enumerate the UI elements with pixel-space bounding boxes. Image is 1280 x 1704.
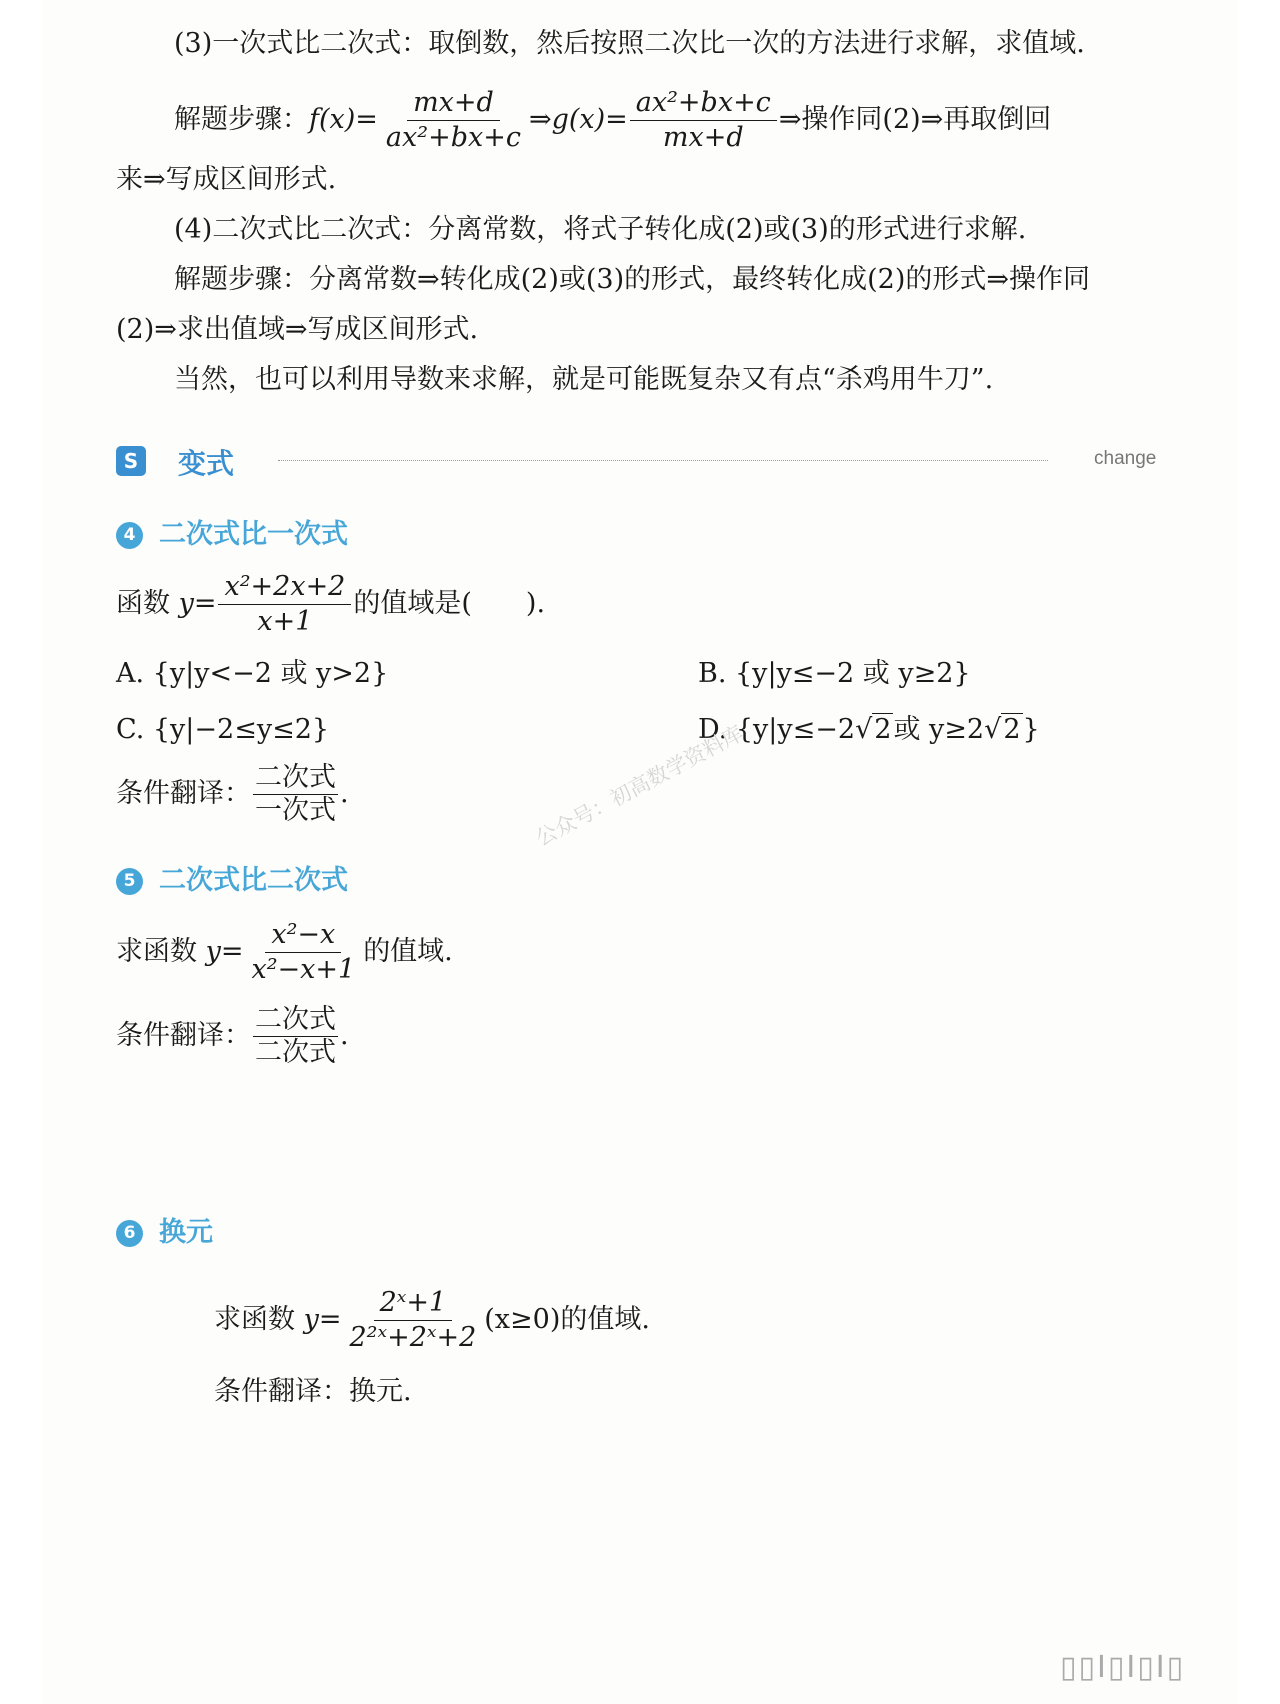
section-divider (278, 460, 1048, 461)
method-3-steps-cont: 来⇒写成区间形式. (116, 164, 337, 195)
number-4-icon: 4 (116, 522, 143, 549)
problem-4-condition: 条件翻译： $\frac{\text{二次式}}{\text{一次式}}$ . (116, 762, 349, 826)
watermark: 公众号：初高数学资料库 (531, 721, 748, 851)
option-d[interactable]: D. {y|y≤−2√2或 y≥2√2} (698, 714, 1040, 745)
problem-5-condition: 条件翻译： $\frac{\text{二次式}}{\text{二次式}}$ . (116, 1004, 349, 1068)
method-3-line: (3)一次式比二次式：取倒数，然后按照二次比一次的方法进行求解，求值域. (174, 28, 1085, 59)
problem-6-question: 求函数 y= $\frac{\text{2ˣ+1}}{\text{2²ˣ+2ˣ+2}}$ (x≥0)的值域. (214, 1287, 650, 1353)
condition-fraction: $\frac{\text{二次式}}{\text{一次式}}$ (255, 762, 336, 826)
derivative-note: 当然，也可以利用导数来求解，就是可能既复杂又有点“杀鸡用牛刀”. (174, 364, 994, 395)
option-c[interactable]: C. {y|−2≤y≤2} (116, 714, 330, 745)
number-6-icon: 6 (116, 1220, 143, 1247)
section-title: 变式 (178, 447, 235, 480)
g-fraction: $\frac{\text{ax²+bx+c}}{mx+d}$ (630, 86, 777, 155)
problem-4-fraction: $\frac{\text{x²+2x+2}}{x+1}$ (218, 570, 351, 639)
corner-logo: ▯▯I▯I▯I▯ (1060, 1650, 1186, 1685)
sqrt-icon: √ (984, 714, 1002, 745)
problem-6-fraction: $\frac{\text{2ˣ+1}}{\text{2²ˣ+2ˣ+2}}$ (349, 1287, 477, 1353)
problem-6-heading: 6 换元 (116, 1210, 213, 1249)
option-b[interactable]: B. {y|y≤−2 或 y≥2} (698, 658, 971, 689)
method-4-steps: 解题步骤：分离常数⇒转化成(2)或(3)的形式，最终转化成(2)的形式⇒操作同 (174, 264, 1090, 295)
document-page (42, 0, 1238, 1704)
problem-4-question: 函数 y= $\frac{\text{x²+2x+2}}{x+1}$ 的值域是( ). (116, 571, 546, 637)
problem-4-heading: 4 二次式比一次式 (116, 512, 348, 551)
problem-5-heading: 5 二次式比二次式 (116, 858, 348, 897)
section-english-label: change (1094, 448, 1157, 469)
condition-fraction: $\frac{\text{二次式}}{\text{二次式}}$ (255, 1004, 336, 1068)
problem-5-question: 求函数 y= $\frac{\text{x²−x}}{\text{x²−x+1}}$ 的值域. (116, 919, 453, 985)
f-fraction: $\frac{mx+d}{\text{ax²+bx+c}}$ (385, 87, 521, 153)
problem-6-condition: 条件翻译：换元. (214, 1376, 412, 1407)
number-5-icon: 5 (116, 868, 143, 895)
method-4-line: (4)二次式比二次式：分离常数，将式子转化成(2)或(3)的形式进行求解. (174, 214, 1027, 245)
variation-section-icon: S (116, 446, 146, 476)
option-a[interactable]: A. {y|y<−2 或 y>2} (116, 658, 389, 689)
problem-5-fraction: $\frac{\text{x²−x}}{\text{x²−x+1}}$ (251, 919, 356, 985)
sqrt-icon: √ (855, 714, 873, 745)
method-3-steps: 解题步骤：f(x)= $\frac{mx+d}{\text{ax²+bx+c}}$ ⇒g(x)= $\frac{\text{ax²+bx+c}}{mx+d}$ ⇒操作同(2)⇒再取倒回 (174, 87, 1052, 153)
method-4-steps-cont: (2)⇒求出值域⇒写成区间形式. (116, 314, 479, 345)
